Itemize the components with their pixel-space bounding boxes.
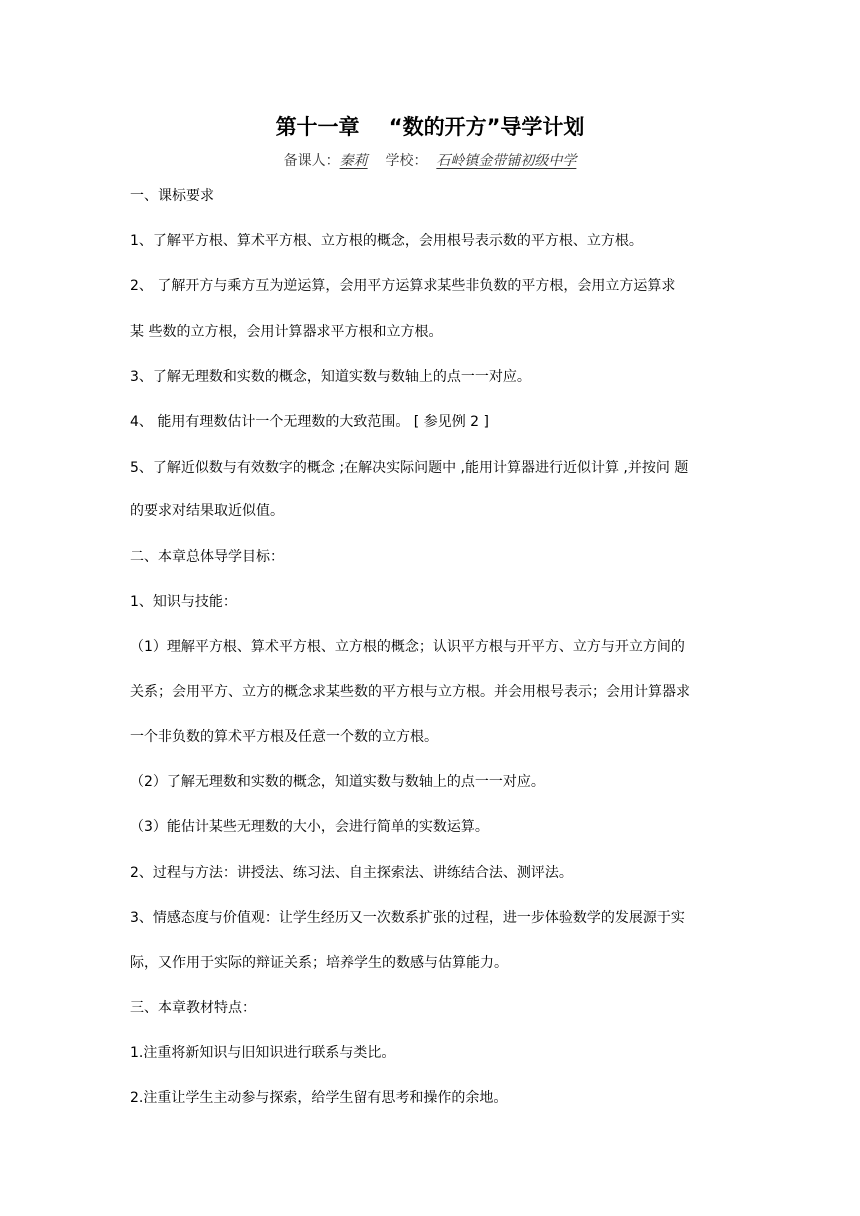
paragraph-line: 1、了解平方根、算术平方根、立方根的概念，会用根号表示数的平方根、立方根。 <box>130 233 643 249</box>
paragraph-line: 一个非负数的算术平方根及任意一个数的立方根。 <box>130 729 438 745</box>
paragraph-line: 2.注重让学生主动参与探索，给学生留有思考和操作的余地。 <box>130 1090 508 1106</box>
paragraph-line: （2）了解无理数和实数的概念，知道实数与数轴上的点一一对应。 <box>130 774 545 790</box>
paragraph-line: 某 些数的立方根，会用计算器求平方根和立方根。 <box>130 324 443 340</box>
school-name: 石岭镇金带铺初级中学 <box>436 153 577 169</box>
section-heading-goals: 二、本章总体导学目标： <box>130 549 284 565</box>
paragraph-line: 3、情感态度与价值观：让学生经历又一次数系扩张的过程，进一步体验数学的发展源于实 <box>130 910 685 926</box>
subheading-knowledge: 1、知识与技能： <box>130 594 237 610</box>
paragraph-line: （1）理解平方根、算术平方根、立方根的概念；认识平方根与开平方、立方与开立方间的 <box>130 639 685 655</box>
paragraph-line: 2、 了解开方与乘方互为逆运算，会用平方运算求某些非负数的平方根，会用立方运算求 <box>130 278 676 294</box>
paragraph-line: 4、 能用有理数估计一个无理数的大致范围。 [ 参见例 2 ] <box>130 414 489 430</box>
paragraph-line: 3、了解无理数和实数的概念，知道实数与数轴上的点一一对应。 <box>130 369 531 385</box>
section-heading-features: 三、本章教材特点： <box>130 1000 256 1016</box>
section-heading-curriculum: 一、课标要求 <box>130 188 214 204</box>
paragraph-line: 的要求对结果取近似值。 <box>130 503 284 519</box>
paragraph-line: 际，又作用于实际的辩证关系；培养学生的数感与估算能力。 <box>130 955 508 971</box>
paragraph-line: 5、了解近似数与有效数字的概念 ;在解决实际问题中 ,能用计算器进行近似计算 ,并按问 题 <box>130 460 689 476</box>
school-label: 学校： <box>385 153 428 169</box>
paragraph-line: 2、过程与方法：讲授法、练习法、自主探索法、讲练结合法、测评法。 <box>130 865 573 881</box>
paragraph-line: 关系；会用平方、立方的概念求某些数的平方根与立方根。并会用根号表示；会用计算器求 <box>130 684 690 700</box>
preparer-label: 备课人： <box>283 153 340 169</box>
document-title: 第十一章 “数的开方”导学计划 <box>275 115 585 139</box>
paragraph-line: 1.注重将新知识与旧知识进行联系与类比。 <box>130 1045 396 1061</box>
byline <box>0 150 860 172</box>
preparer-name: 秦莉 <box>339 153 368 169</box>
paragraph-line: （3）能估计某些无理数的大小，会进行简单的实数运算。 <box>130 819 489 835</box>
